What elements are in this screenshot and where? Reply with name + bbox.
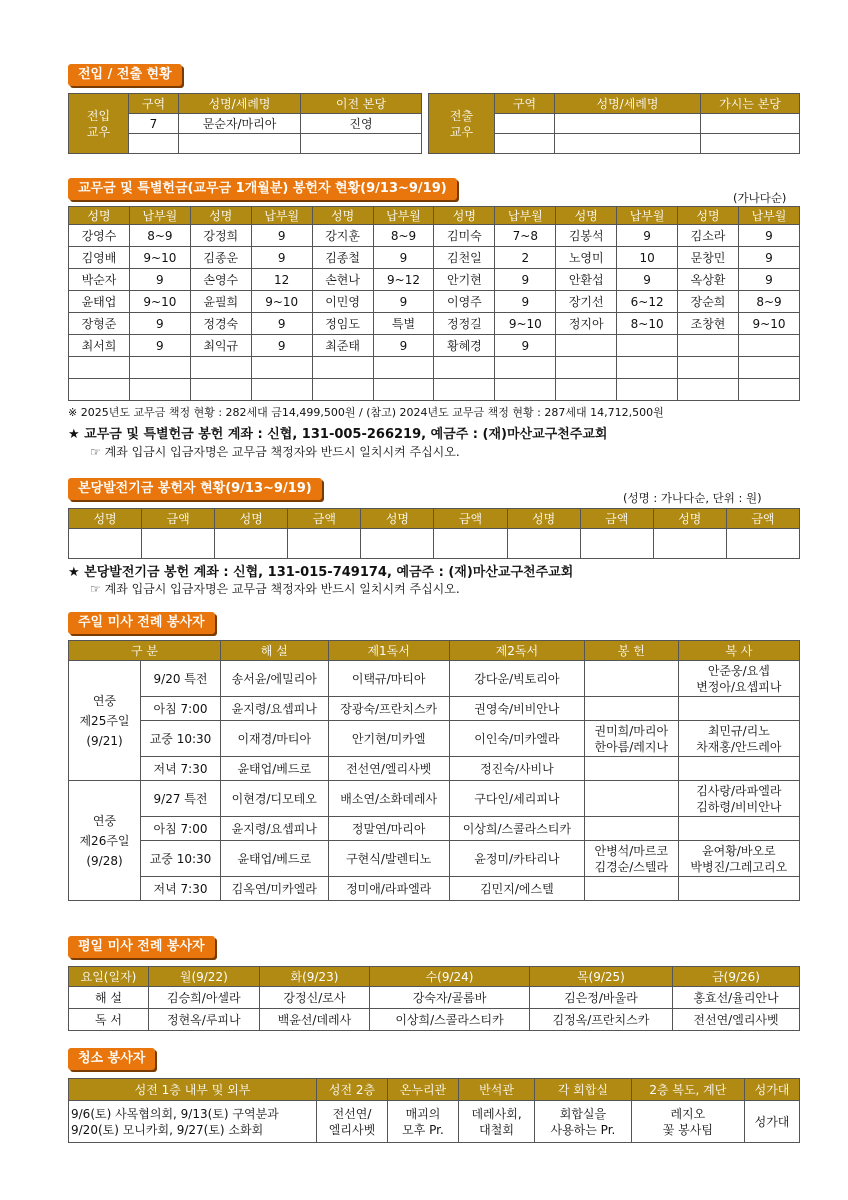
donor-name: 김종철 <box>312 247 373 269</box>
donor-month: 8~9 <box>129 225 190 247</box>
mass-commentary: 이현경/디모테오 <box>221 781 329 817</box>
donor-name: 윤태업 <box>69 291 130 313</box>
mass-reading1: 구현식/발렌티노 <box>328 841 449 877</box>
donor-name: 이영주 <box>434 291 495 313</box>
header-name: 성명 <box>312 207 373 225</box>
donor-name: 김종운 <box>190 247 251 269</box>
donors-account-note: ☞ 계좌 입금시 입금자명은 교무금 책정자와 반드시 일치시켜 주십시오. <box>90 445 460 459</box>
transfer-out-table <box>428 93 800 154</box>
donor-table <box>68 206 800 401</box>
donor-name: 윤필희 <box>190 291 251 313</box>
mass-server: 최민규/리노 차재홍/안드레아 <box>678 721 799 757</box>
transfer-section-title: 전입 / 전출 현황 <box>68 64 182 86</box>
mass-offering: 권미희/마리아 한아름/레지나 <box>584 721 678 757</box>
donor-name: 강영수 <box>69 225 130 247</box>
header-cell: 구역 <box>129 94 179 114</box>
mass-time: 교중 10:30 <box>141 721 221 757</box>
header-name: 성명 <box>507 509 580 529</box>
mass-server <box>678 697 799 721</box>
header-month: 납부월 <box>129 207 190 225</box>
donor-name: 손영수 <box>190 269 251 291</box>
donor-name: 정정길 <box>434 313 495 335</box>
header-cell: 금(9/26) <box>673 967 800 987</box>
donor-name: 정임도 <box>312 313 373 335</box>
mass-reading1: 이택규/마티아 <box>328 661 449 697</box>
cell: 레지오 꽃 봉사팀 <box>631 1101 744 1143</box>
cell: 강숙자/골롬바 <box>370 987 530 1009</box>
donor-name: 김영배 <box>69 247 130 269</box>
header-cell: 온누리관 <box>387 1079 458 1101</box>
header-cell: 구 분 <box>69 641 221 661</box>
donor-name: 문창민 <box>678 247 739 269</box>
mass-time: 9/20 특전 <box>141 661 221 697</box>
donor-name <box>678 379 739 401</box>
header-name: 성명 <box>215 509 288 529</box>
donor-month: 9 <box>129 313 190 335</box>
header-cell: 월(9/22) <box>149 967 260 987</box>
donor-month <box>373 379 434 401</box>
header-cell: 화(9/23) <box>259 967 370 987</box>
donor-name: 강지훈 <box>312 225 373 247</box>
donor-name <box>312 379 373 401</box>
donor-month: 9 <box>738 269 799 291</box>
donor-name: 최익규 <box>190 335 251 357</box>
mass-time: 저녁 7:30 <box>141 877 221 901</box>
donor-month <box>617 357 678 379</box>
donor-month <box>617 335 678 357</box>
mass-reading2: 이상희/스콜라스티카 <box>449 817 584 841</box>
donor-month: 12 <box>251 269 312 291</box>
cell: 김승희/아셀라 <box>149 987 260 1009</box>
sunday-week-label: 연중 제26주일 (9/28) <box>69 781 141 901</box>
cell: 이상희/스콜라스티카 <box>370 1009 530 1031</box>
donor-month: 9 <box>251 225 312 247</box>
cell: 김은정/바울라 <box>529 987 672 1009</box>
header-cell: 수(9/24) <box>370 967 530 987</box>
mass-time: 저녁 7:30 <box>141 757 221 781</box>
donor-month <box>617 379 678 401</box>
donor-name: 안환섭 <box>556 269 617 291</box>
building-account-note: ☞ 계좌 입금시 입금자명은 교무금 책정자와 반드시 일치시켜 주십시오. <box>90 582 460 596</box>
mass-offering <box>584 781 678 817</box>
mass-offering <box>584 757 678 781</box>
donor-name <box>434 379 495 401</box>
donor-name: 김미숙 <box>434 225 495 247</box>
donors-section-title: 교무금 및 특별헌금(교무금 1개월분) 봉헌자 현황(9/13~9/19) <box>68 178 457 200</box>
header-amount: 금액 <box>434 509 507 529</box>
donor-month: 7~8 <box>495 225 556 247</box>
mass-server <box>678 817 799 841</box>
donor-month <box>251 357 312 379</box>
cell: 회합실을 사용하는 Pr. <box>535 1101 632 1143</box>
donor-month <box>251 379 312 401</box>
header-month: 납부월 <box>495 207 556 225</box>
cell: 해 설 <box>69 987 149 1009</box>
donor-name: 옥상환 <box>678 269 739 291</box>
donor-name: 이민영 <box>312 291 373 313</box>
donor-name <box>556 335 617 357</box>
mass-reading2: 구다인/세리피나 <box>449 781 584 817</box>
mass-reading2: 권영숙/비비안나 <box>449 697 584 721</box>
building-section-title: 본당발전기금 봉헌자 현황(9/13~9/19) <box>68 478 322 500</box>
header-month: 납부월 <box>373 207 434 225</box>
mass-time: 9/27 특전 <box>141 781 221 817</box>
donor-month: 9~10 <box>251 291 312 313</box>
cell: 독 서 <box>69 1009 149 1031</box>
mass-time: 교중 10:30 <box>141 841 221 877</box>
cell: 9/6(토) 사목협의회, 9/13(토) 구역분과 9/20(토) 모니카회, 9/27(토) 소화회 <box>69 1101 317 1143</box>
building-table <box>68 508 800 559</box>
cell: 김정옥/프란치스카 <box>529 1009 672 1031</box>
donor-name <box>190 357 251 379</box>
header-name: 성명 <box>556 207 617 225</box>
donor-month: 9 <box>373 247 434 269</box>
mass-reading2: 강다운/빅토리아 <box>449 661 584 697</box>
header-cell: 이전 본당 <box>301 94 422 114</box>
donor-month: 2 <box>495 247 556 269</box>
header-cell: 성전 2층 <box>317 1079 388 1101</box>
donor-month: 6~12 <box>617 291 678 313</box>
cell: 문순자/마리아 <box>179 114 301 134</box>
donor-name: 박순자 <box>69 269 130 291</box>
building-sort-note: (성명 : 가나다순, 단위 : 원) <box>623 491 762 505</box>
donor-name: 장순희 <box>678 291 739 313</box>
donor-month: 9~10 <box>129 247 190 269</box>
header-cell: 봉 헌 <box>584 641 678 661</box>
mass-commentary: 이재경/마티아 <box>221 721 329 757</box>
mass-offering <box>584 697 678 721</box>
donor-name: 안기현 <box>434 269 495 291</box>
mass-reading1: 배소연/소화데레사 <box>328 781 449 817</box>
mass-reading1: 전선연/엘리사벳 <box>328 757 449 781</box>
mass-server <box>678 757 799 781</box>
cell: 7 <box>129 114 179 134</box>
mass-offering: 안병석/마르코 김경순/스텔라 <box>584 841 678 877</box>
donor-month <box>738 357 799 379</box>
donor-name <box>312 357 373 379</box>
donor-month <box>738 379 799 401</box>
header-name: 성명 <box>653 509 726 529</box>
header-cell: 성전 1층 내부 및 외부 <box>69 1079 317 1101</box>
cell: 성가대 <box>745 1101 800 1143</box>
header-cell: 구역 <box>495 94 555 114</box>
donor-name: 장형준 <box>69 313 130 335</box>
mass-commentary: 윤태업/베드로 <box>221 757 329 781</box>
donor-name: 장기선 <box>556 291 617 313</box>
building-account: ★ 본당발전기금 봉헌 계좌 : 신협, 131-015-749174, 예금주 : (재)마산교구천주교회 <box>68 565 574 580</box>
header-amount: 금액 <box>142 509 215 529</box>
cell: 백윤선/데레사 <box>259 1009 370 1031</box>
donor-month: 8~9 <box>738 291 799 313</box>
donor-month: 9 <box>495 335 556 357</box>
donor-month: 9 <box>617 269 678 291</box>
donor-month: 9 <box>738 247 799 269</box>
donor-name <box>434 357 495 379</box>
cell: 정현옥/루피나 <box>149 1009 260 1031</box>
donor-name: 최서희 <box>69 335 130 357</box>
donor-month: 8~9 <box>373 225 434 247</box>
weekday-table <box>68 966 800 1031</box>
header-name: 성명 <box>361 509 434 529</box>
cleaning-section-title: 청소 봉사자 <box>68 1048 155 1070</box>
mass-time: 아침 7:00 <box>141 697 221 721</box>
header-name: 성명 <box>190 207 251 225</box>
donor-month: 9~10 <box>738 313 799 335</box>
header-amount: 금액 <box>288 509 361 529</box>
header-cell: 요일(일자) <box>69 967 149 987</box>
header-cell: 성명/세례명 <box>555 94 701 114</box>
header-amount: 금액 <box>726 509 799 529</box>
cell: 홍효선/율리안나 <box>673 987 800 1009</box>
donor-month: 특별 <box>373 313 434 335</box>
donor-month: 9 <box>738 225 799 247</box>
donor-month: 9 <box>373 291 434 313</box>
cell: 강정신/로사 <box>259 987 370 1009</box>
header-cell: 제2독서 <box>449 641 584 661</box>
header-month: 납부월 <box>617 207 678 225</box>
donor-month: 9~12 <box>373 269 434 291</box>
mass-reading1: 안기현/미카엘 <box>328 721 449 757</box>
cell: 전선연/ 엘리사벳 <box>317 1101 388 1143</box>
mass-offering <box>584 877 678 901</box>
mass-reading1: 장광숙/프란치스카 <box>328 697 449 721</box>
mass-time: 아침 7:00 <box>141 817 221 841</box>
mass-commentary: 윤태업/베드로 <box>221 841 329 877</box>
donor-month: 9 <box>373 335 434 357</box>
header-name: 성명 <box>69 509 142 529</box>
cell: 데레사회, 대철회 <box>458 1101 534 1143</box>
donor-name: 정경숙 <box>190 313 251 335</box>
mass-reading1: 정말연/마리아 <box>328 817 449 841</box>
donor-name: 손현나 <box>312 269 373 291</box>
header-cell: 각 회합실 <box>535 1079 632 1101</box>
donor-name <box>69 357 130 379</box>
transfer-out-label: 전출 교우 <box>429 94 495 154</box>
header-cell: 복 사 <box>678 641 799 661</box>
cell: 진영 <box>301 114 422 134</box>
donor-month <box>738 335 799 357</box>
donor-month: 9 <box>495 269 556 291</box>
header-cell: 2층 복도, 계단 <box>631 1079 744 1101</box>
donor-month: 9 <box>251 335 312 357</box>
cleaning-table <box>68 1078 800 1143</box>
header-month: 납부월 <box>251 207 312 225</box>
mass-server: 안준웅/요셉 변정아/요셉피나 <box>678 661 799 697</box>
donor-name <box>190 379 251 401</box>
donor-name <box>69 379 130 401</box>
header-cell: 해 설 <box>221 641 329 661</box>
mass-server <box>678 877 799 901</box>
header-cell: 목(9/25) <box>529 967 672 987</box>
donor-name: 황혜경 <box>434 335 495 357</box>
donor-month <box>495 357 556 379</box>
donor-month: 9 <box>617 225 678 247</box>
mass-reading1: 정미애/라파엘라 <box>328 877 449 901</box>
donor-month <box>129 379 190 401</box>
transfer-in-label: 전입 교우 <box>69 94 129 154</box>
mass-reading2: 김민지/에스텔 <box>449 877 584 901</box>
weekday-section-title: 평일 미사 전례 봉사자 <box>68 936 215 958</box>
donor-month: 9 <box>129 269 190 291</box>
donor-month <box>129 357 190 379</box>
donor-month <box>495 379 556 401</box>
donor-name: 정지아 <box>556 313 617 335</box>
cell: 매괴의 모후 Pr. <box>387 1101 458 1143</box>
header-cell: 성가대 <box>745 1079 800 1101</box>
donor-name: 김봉석 <box>556 225 617 247</box>
header-cell: 성명/세례명 <box>179 94 301 114</box>
donor-name: 조창현 <box>678 313 739 335</box>
mass-reading2: 이인숙/미카엘라 <box>449 721 584 757</box>
sunday-section-title: 주일 미사 전례 봉사자 <box>68 612 215 634</box>
mass-offering <box>584 661 678 697</box>
transfer-in-table <box>68 93 422 154</box>
header-cell: 제1독서 <box>328 641 449 661</box>
header-cell: 가시는 본당 <box>701 94 800 114</box>
donor-month: 9~10 <box>129 291 190 313</box>
donor-name <box>556 357 617 379</box>
donor-month: 9 <box>251 247 312 269</box>
donor-name: 김천일 <box>434 247 495 269</box>
header-name: 성명 <box>678 207 739 225</box>
mass-commentary: 윤지령/요셉피나 <box>221 697 329 721</box>
mass-reading2: 정진숙/사비나 <box>449 757 584 781</box>
sort-note: (가나다순) <box>733 191 787 205</box>
mass-offering <box>584 817 678 841</box>
donor-name <box>556 379 617 401</box>
donor-month: 9 <box>251 313 312 335</box>
donor-name: 최준태 <box>312 335 373 357</box>
header-amount: 금액 <box>580 509 653 529</box>
mass-server: 김사랑/라파엘라 김하령/비비안나 <box>678 781 799 817</box>
mass-server: 윤여황/바오로 박병진/그레고리오 <box>678 841 799 877</box>
donor-month <box>373 357 434 379</box>
donor-name: 강정희 <box>190 225 251 247</box>
donor-month: 8~10 <box>617 313 678 335</box>
donor-name <box>678 357 739 379</box>
sunday-table <box>68 640 800 901</box>
donor-month: 9~10 <box>495 313 556 335</box>
sunday-week-label: 연중 제25주일 (9/21) <box>69 661 141 781</box>
mass-commentary: 김옥연/미카엘라 <box>221 877 329 901</box>
donor-name: 김소라 <box>678 225 739 247</box>
header-cell: 반석관 <box>458 1079 534 1101</box>
donors-footnote: ※ 2025년도 교무금 책정 현황 : 282세대 금14,499,500원 / (참고) 2024년도 교무금 책정 현황 : 287세대 14,712,500원 <box>68 406 664 419</box>
donor-name <box>678 335 739 357</box>
header-month: 납부월 <box>738 207 799 225</box>
mass-commentary: 윤지령/요셉피나 <box>221 817 329 841</box>
header-name: 성명 <box>434 207 495 225</box>
mass-reading2: 윤정미/카타리나 <box>449 841 584 877</box>
donor-name: 노영미 <box>556 247 617 269</box>
mass-commentary: 송서윤/에밀리아 <box>221 661 329 697</box>
cell: 전선연/엘리사벳 <box>673 1009 800 1031</box>
donor-month: 9 <box>129 335 190 357</box>
header-name: 성명 <box>69 207 130 225</box>
donor-month: 9 <box>495 291 556 313</box>
donors-account: ★ 교무금 및 특별헌금 봉헌 계좌 : 신협, 131-005-266219, 예금주 : (재)마산교구천주교회 <box>68 427 608 442</box>
donor-month: 10 <box>617 247 678 269</box>
